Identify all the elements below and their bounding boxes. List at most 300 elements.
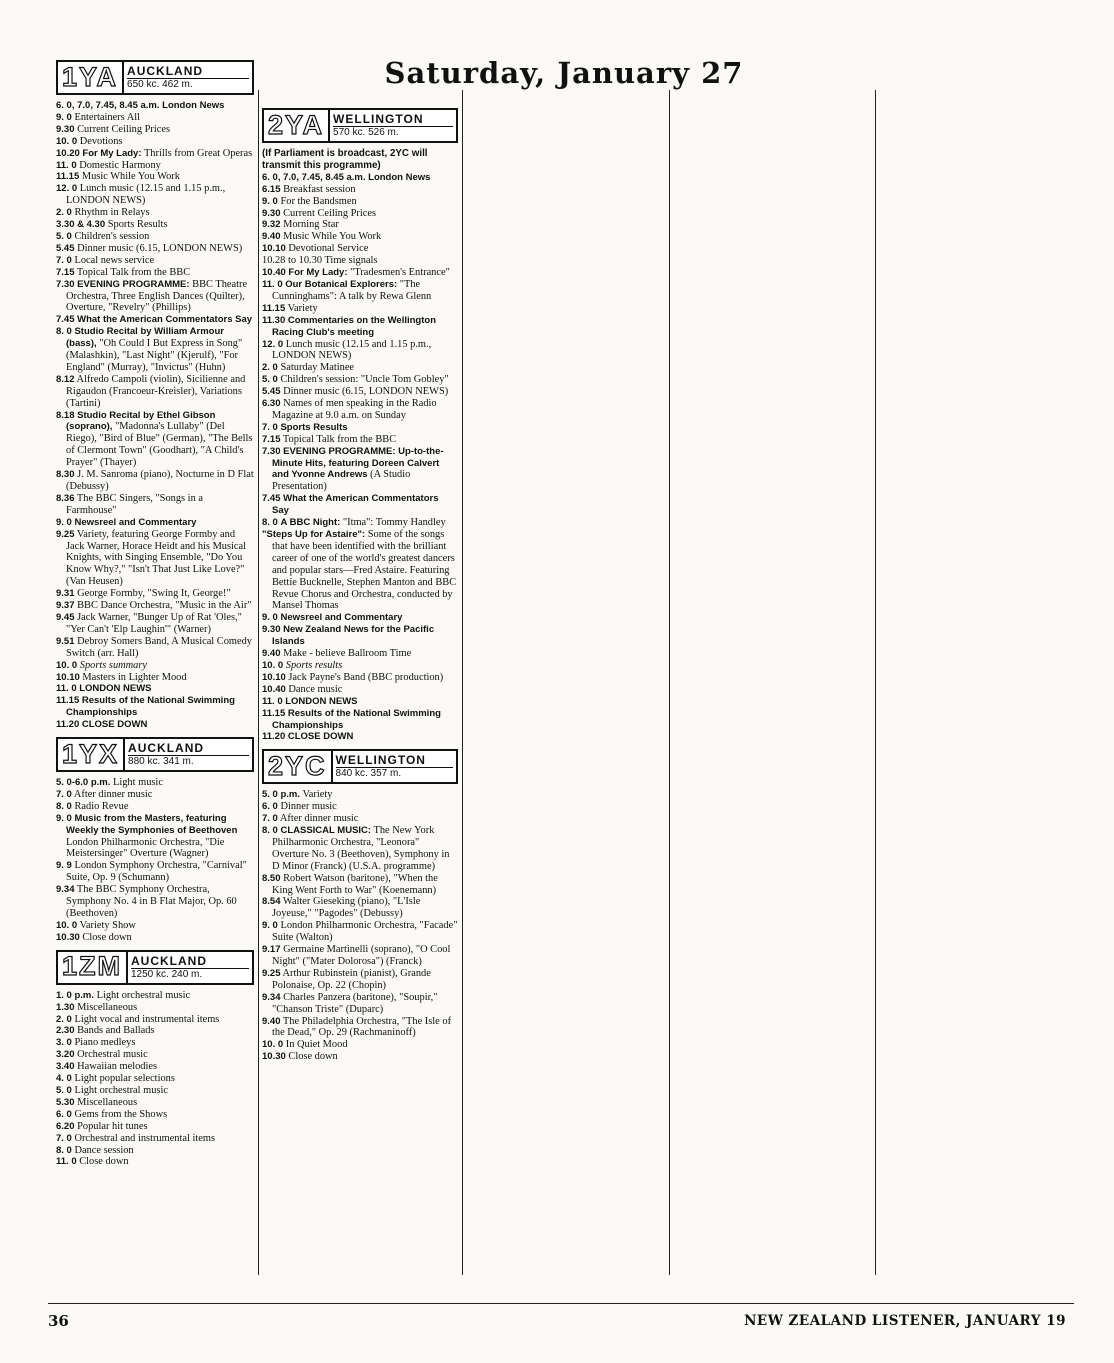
programme-entry — [262, 446, 458, 494]
programme-entry — [56, 517, 254, 529]
entry-text: Domestic Harmony — [79, 159, 161, 171]
station-city: WELLINGTON — [336, 753, 453, 768]
column-rule — [258, 90, 259, 1275]
programme-entry — [56, 612, 254, 636]
programme-entry — [56, 469, 254, 493]
entry-title: CLOSE DOWN — [287, 731, 354, 743]
programme-entry — [262, 920, 458, 944]
entry-time: 10.40 — [262, 683, 286, 695]
programme-entry — [262, 386, 458, 398]
entry-text: Topical Talk from the BBC — [282, 433, 397, 445]
programme-entry — [262, 684, 458, 696]
station-call-sign: 2YC — [264, 751, 333, 782]
entry-text: Dance music — [288, 683, 343, 695]
entry-time: 9.40 — [262, 231, 281, 243]
entry-time: 8.30 — [56, 469, 75, 481]
programme-entry — [262, 801, 458, 813]
page-number: 36 — [48, 1312, 69, 1330]
programme-entry — [56, 326, 254, 374]
entry-time: 9. 0 — [262, 195, 278, 207]
programme-entry — [262, 231, 458, 243]
entry-time: 3. 0 — [56, 1037, 72, 1049]
entry-text: Hawaiian melodies — [77, 1061, 158, 1073]
entry-time: 1. 0 p.m. — [56, 989, 95, 1001]
entry-text: Orchestral music — [77, 1049, 148, 1061]
entry-time: 7.15 — [56, 266, 75, 278]
entry-text: "Madonna's Lullaby" (Del Riego), "Bird of Blue" (German), "The Bells of Clermont Town" (Goodhart), "A Child's Prayer" (Thayer) — [66, 421, 253, 469]
entry-text: BBC Theatre Orchestra, Three English Dances (Quilter), Overture, "Revelry" (Phillips) — [66, 278, 248, 314]
entry-text: Bands and Ballads — [77, 1025, 155, 1037]
station-logo — [262, 749, 458, 784]
entry-title: Our Botanical Explorers: — [285, 278, 398, 290]
entry-time: 5. 0-6.0 p.m. — [56, 777, 111, 789]
entry-text: After dinner music — [279, 813, 359, 825]
entry-text: J. M. Sanroma (piano), Nocturne in D Flat (Debussy) — [66, 469, 254, 492]
publication-footer: NEW ZEALAND LISTENER, JANUARY 19 — [744, 1313, 1066, 1329]
programme-entry — [56, 789, 254, 801]
entry-text: Light music — [113, 777, 163, 789]
programme-entry — [56, 801, 254, 813]
entry-time: 9.31 — [56, 588, 75, 600]
entry-time: 7.15 — [262, 433, 281, 445]
programme-entry — [56, 231, 254, 243]
entry-text: Orchestral and instrumental items — [74, 1132, 215, 1144]
entry-time: 10.30 — [262, 1051, 286, 1063]
entry-text: Rhythm in Relays — [74, 207, 150, 219]
entry-time: 11.15 — [56, 695, 80, 707]
entry-title: A BBC Night: — [280, 517, 341, 529]
entry-time: 9.25 — [56, 528, 75, 540]
programme-entry — [262, 672, 458, 684]
station-call-sign: 1YA — [58, 62, 124, 93]
station-city: AUCKLAND — [127, 64, 249, 79]
entry-text: Variety, featuring George Formby and Jack Warner, Horace Heidt and his Musical Knights, with Singing Ensemble, "Do You Know Why?," "Isn't That Just Like Love?" (Van Heusen) — [66, 528, 247, 588]
programme-entry — [56, 1073, 254, 1085]
entry-time: 10. 0 — [262, 659, 284, 671]
station-logo-info — [124, 62, 252, 93]
programme-entry — [262, 374, 458, 386]
entry-time: 9. 0 — [56, 812, 72, 824]
entry-text: Current Ceiling Prices — [283, 207, 377, 219]
station-frequency: 880 kc. 341 m. — [128, 756, 194, 768]
entry-time: 7. 0 — [262, 421, 278, 433]
entry-time: 8.12 — [56, 373, 75, 385]
entry-text: Arthur Rubinstein (pianist), Grande Polonaise, Op. 22 (Chopin) — [272, 967, 431, 991]
entry-text-italic: Sports summary — [79, 659, 148, 671]
programme-entry — [56, 672, 254, 684]
entry-text: Dinner music — [280, 801, 337, 813]
entry-title: LONDON NEWS — [285, 695, 358, 707]
programme-entry — [262, 517, 458, 529]
programme-entry — [262, 612, 458, 624]
entry-time: 11. 0 — [56, 1156, 77, 1168]
programme-entry — [56, 813, 254, 861]
entry-title: For My Lady: — [288, 267, 348, 279]
programme-entry — [56, 777, 254, 789]
entry-time: 7.45 — [56, 314, 75, 326]
entry-time: 8.50 — [262, 872, 281, 884]
programme-entry — [56, 160, 254, 172]
programme-entry — [262, 1051, 458, 1063]
entry-text: Dinner music (6.15, LONDON NEWS) — [77, 242, 243, 254]
programme-entry — [262, 172, 458, 184]
programme-entry — [262, 196, 458, 208]
programme-entry — [56, 932, 254, 944]
entry-text: Jack Payne's Band (BBC production) — [288, 671, 444, 683]
station-logo-info — [330, 110, 456, 141]
entry-title: Music from the Masters, featuring Weekly the Symphonies of Beethoven — [66, 812, 238, 836]
programme-entry — [56, 990, 254, 1002]
station-city: AUCKLAND — [128, 741, 249, 756]
entry-text: Breakfast session — [283, 183, 356, 195]
entry-text: The BBC Symphony Orchestra, Symphony No. 4 in B Flat Major, Op. 60 (Beethoven) — [66, 884, 237, 919]
entry-text: Dinner music (6.15, LONDON NEWS) — [283, 386, 449, 398]
entry-time: 11.15 — [262, 302, 286, 314]
entry-time: 9.45 — [56, 611, 75, 623]
programme-entry — [262, 1016, 458, 1040]
entry-time: 9.34 — [56, 884, 75, 896]
column-rule — [462, 90, 463, 1275]
entry-time: 8. 0 — [56, 326, 72, 338]
entry-text: Lunch music (12.15 and 1.15 p.m., LONDON NEWS) — [272, 338, 432, 362]
programme-entry — [56, 1014, 254, 1026]
column-1 — [56, 58, 254, 1174]
programme-entry — [56, 529, 254, 589]
station-call-sign: 1YX — [58, 739, 125, 770]
programme-entry — [56, 207, 254, 219]
entry-time: 10.40 — [262, 267, 286, 279]
entry-time: 8. 0 — [56, 1144, 72, 1156]
entry-title: What the American Commentators Say — [77, 314, 253, 326]
programme-entry — [262, 303, 458, 315]
entry-time: 7. 0 — [262, 813, 278, 825]
station-logo-info — [333, 751, 456, 782]
programme-entry — [56, 255, 254, 267]
entry-text: Current Ceiling Prices — [77, 123, 171, 135]
entry-text: "Itma": Tommy Handley — [342, 517, 446, 529]
entry-time: 8. 0 — [56, 800, 72, 812]
entry-time: 10. 0 — [262, 1039, 284, 1051]
entry-text: Close down — [288, 1051, 338, 1063]
entry-text: "Tradesmen's Entrance" — [350, 267, 450, 279]
entry-time: 9.37 — [56, 600, 75, 612]
entry-text: Piano medleys — [74, 1037, 136, 1049]
entry-time: 9.25 — [262, 967, 281, 979]
entry-time: 6. 0 — [56, 1108, 72, 1120]
entry-text: Dance session — [74, 1144, 134, 1156]
station-logo — [56, 60, 254, 95]
entry-time: 10.10 — [262, 671, 286, 683]
programme-entry — [262, 184, 458, 196]
entry-text: Children's session — [74, 230, 150, 242]
entry-text: Variety — [302, 789, 333, 801]
station-note: (If Parliament is broadcast, 2YC will transmit this programme) — [262, 148, 428, 171]
station-1ya — [56, 60, 254, 731]
station-logo-info — [125, 739, 252, 770]
programme-entry — [262, 825, 458, 873]
entry-title: For My Lady: — [82, 147, 142, 159]
station-call-sign: 2YA — [264, 110, 330, 141]
entry-time: 9.34 — [262, 991, 281, 1003]
entry-time: 9.40 — [262, 1015, 281, 1027]
entry-text: Variety — [287, 302, 318, 314]
programme-entry — [56, 1061, 254, 1073]
entry-text: Alfredo Campoli (violin), Sicilienne and Rigaudon (Francoeur-Kreisler), Variations (Tartini) — [66, 373, 246, 409]
entry-time: 9. 0 — [262, 920, 278, 932]
footer-rule — [48, 1303, 1074, 1304]
programme-entry — [262, 648, 458, 660]
station-logo — [262, 108, 458, 143]
programme-entry — [262, 529, 458, 612]
programme-entry — [262, 731, 458, 743]
entry-text: "Oh Could I But Express in Song" (Malashkin), "Last Night" (Kjerulf), "For England" (Murray), "Invictus" (Huhn) — [66, 338, 243, 373]
entry-time: 11.20 — [56, 719, 80, 731]
programme-entry — [262, 362, 458, 374]
station-city: AUCKLAND — [131, 954, 249, 969]
entry-time: 1.30 — [56, 1001, 75, 1013]
entry-title: London News — [368, 171, 431, 183]
entry-time: 9.32 — [262, 219, 281, 231]
entry-time: 6. 0, 7.0, 7.45, 8.45 a.m. — [56, 100, 160, 111]
programme-entry — [56, 1037, 254, 1049]
entry-text: Variety Show — [79, 919, 136, 931]
entry-text: The Philadelphia Orchestra, "The Isle of the Dead," Op. 29 (Rachmaninoff) — [272, 1015, 452, 1039]
entry-time: 9. 0 — [56, 111, 72, 123]
programme-entry — [262, 422, 458, 434]
programme-entry — [56, 112, 254, 124]
entry-text: Light popular selections — [74, 1073, 175, 1085]
column-2 — [262, 104, 458, 1069]
entry-time: 9.40 — [262, 648, 281, 660]
entry-text: Devotional Service — [288, 243, 369, 255]
entry-text: Topical Talk from the BBC — [76, 266, 191, 278]
entry-time: 4. 0 — [56, 1073, 72, 1085]
entry-time: 8. 0 — [262, 825, 278, 837]
entry-text: Names of men speaking in the Radio Magazine at 9.0 a.m. on Sunday — [272, 398, 437, 421]
column-rule — [669, 90, 670, 1275]
programme-entry — [56, 267, 254, 279]
station-1zm — [56, 950, 254, 1169]
programme-entry — [262, 896, 458, 920]
entry-text: Entertainers All — [74, 111, 140, 123]
entry-time: 10.10 — [262, 243, 286, 255]
entry-text: Music While You Work — [81, 171, 180, 183]
entry-title: EVENING PROGRAMME: — [77, 278, 190, 290]
entry-text: After dinner music — [73, 788, 153, 800]
entry-text: Robert Watson (baritone), "When the King Went Forth to War" (Koenemann) — [272, 872, 438, 896]
programme-entry — [262, 660, 458, 672]
entry-time: 11.15 — [56, 171, 80, 183]
entry-time: 10. 0 — [56, 135, 78, 147]
entry-title: CLOSE DOWN — [81, 719, 148, 731]
entry-time: 5.30 — [56, 1096, 75, 1108]
entry-time: 10.20 — [56, 147, 80, 159]
programme-entry — [56, 860, 254, 884]
entry-time: 6. 0 — [262, 801, 278, 813]
entry-title: Studio Recital by William Armour (bass), — [66, 326, 224, 350]
entry-time: 7.45 — [262, 493, 281, 505]
programme-entry — [262, 968, 458, 992]
programme-entry — [56, 683, 254, 695]
column-rule — [875, 90, 876, 1275]
programme-entry — [56, 588, 254, 600]
programme-entry — [56, 374, 254, 410]
programme-entry — [262, 279, 458, 303]
entry-title: EVENING PROGRAMME: Up-to-the-Minute Hits, featuring Doreen Calvert and Yvonne Andrews — [272, 445, 444, 481]
programme-entry — [56, 1133, 254, 1145]
programme-entry — [262, 255, 458, 267]
entry-time: 9. 9 — [56, 860, 72, 872]
programme-entry — [56, 1156, 254, 1168]
entry-time: 11. 0 — [262, 278, 283, 290]
entry-text: Jack Warner, "Bunger Up of Rat 'Oles," "Yer Can't 'Elp Laughin'" (Warner) — [66, 611, 242, 635]
entry-title: "Steps Up for Astaire": — [262, 529, 366, 540]
programme-entry — [56, 279, 254, 315]
entry-time: 11.15 — [262, 707, 286, 719]
programme-entry — [56, 100, 254, 112]
entry-time: 10.10 — [56, 671, 80, 683]
entry-time: 10. 0 — [56, 659, 78, 671]
entry-time: 8.36 — [56, 492, 75, 504]
programme-entry — [262, 992, 458, 1016]
station-frequency: 570 kc. 526 m. — [333, 127, 399, 138]
entry-text: London Philharmonic Orchestra, "Facade" Suite (Walton) — [272, 920, 458, 944]
programme-entry — [262, 624, 458, 648]
entry-text: Debroy Somers Band, A Musical Comedy Switch (arr. Hall) — [66, 635, 253, 659]
entry-time: 9.30 — [56, 123, 75, 135]
programme-entry — [56, 600, 254, 612]
programme-entry — [262, 315, 458, 339]
entry-text: BBC Dance Orchestra, "Music in the Air" — [77, 600, 252, 612]
entry-time: 6.15 — [262, 183, 281, 195]
programme-entry — [56, 171, 254, 183]
programme-entry — [262, 944, 458, 968]
entry-time: 3.20 — [56, 1049, 75, 1061]
programme-entry — [262, 339, 458, 363]
entry-time: 6. 0, 7.0, 7.45, 8.45 a.m. — [262, 171, 366, 183]
programme-entry — [56, 884, 254, 920]
programme-entry — [56, 183, 254, 207]
entry-text: Walter Gieseking (piano), "L'Isle Joyeuse," "Pagodes" (Debussy) — [272, 896, 421, 920]
programme-entry — [56, 1085, 254, 1097]
entry-text: Light orchestral music — [74, 1084, 168, 1096]
programme-entry — [262, 1039, 458, 1051]
entry-time: 8. 0 — [262, 517, 278, 529]
entry-time: 10.30 — [56, 931, 80, 943]
entry-time: 11. 0 — [262, 695, 283, 707]
entry-time: 11.30 — [262, 314, 286, 326]
entry-time: 2. 0 — [262, 362, 278, 374]
entry-time: 6.30 — [262, 398, 281, 410]
programme-entry — [56, 719, 254, 731]
programme-entry — [262, 789, 458, 801]
entry-time: 5. 0 — [262, 374, 278, 386]
station-frequency: 840 kc. 357 m. — [335, 768, 402, 780]
programme-entry — [56, 1097, 254, 1109]
entry-time: 5. 0 — [56, 230, 72, 242]
entry-text: Gems from the Shows — [74, 1108, 168, 1120]
entry-text: Music While You Work — [283, 231, 382, 243]
entry-title: London News — [162, 100, 225, 111]
entry-text: Saturday Matinee — [280, 362, 355, 374]
entry-text: "The Cunninghams": A talk by Rewa Glenn — [272, 278, 432, 302]
entry-text: London Philharmonic Orchestra, "Die Meistersinger" Overture (Wagner) — [66, 836, 225, 860]
entry-text: Children's session: "Uncle Tom Gobley" — [280, 374, 449, 386]
station-2ya — [262, 108, 458, 743]
station-2yc — [262, 749, 458, 1063]
entry-text: Miscellaneous — [77, 1096, 138, 1108]
programme-entry — [56, 1121, 254, 1133]
programme-entry — [56, 1049, 254, 1061]
entry-time: 10. 0 — [56, 919, 78, 931]
entry-title: Results of the National Swimming Championships — [66, 695, 235, 719]
entry-time: 3.40 — [56, 1061, 75, 1073]
entry-text: Germaine Martinelli (soprano), "O Cool Night" ("Mater Dolorosa") (Franck) — [272, 944, 451, 967]
programme-entry — [56, 660, 254, 672]
programme-entry — [262, 696, 458, 708]
programme-entry — [262, 873, 458, 897]
programme-entry — [56, 636, 254, 660]
programme-entry — [56, 493, 254, 517]
station-logo — [56, 950, 254, 985]
entry-time: 5.45 — [56, 242, 75, 254]
programme-entry — [262, 208, 458, 220]
entry-text: Charles Panzera (baritone), "Soupir," "Chanson Triste" (Duparc) — [272, 991, 438, 1015]
programme-entry — [262, 267, 458, 279]
entry-text: Lunch music (12.15 and 1.15 p.m., LONDON NEWS) — [66, 183, 226, 207]
entry-time: 7. 0 — [56, 254, 72, 266]
entry-time: 2. 0 — [56, 207, 72, 219]
programme-entry — [56, 1145, 254, 1157]
entry-text: Light orchestral music — [96, 989, 191, 1001]
entry-text: The BBC Singers, "Songs in a Farmhouse" — [66, 492, 203, 516]
entry-title: Studio Recital by Ethel Gibson (soprano), — [66, 409, 216, 433]
entry-time: 9. 0 — [56, 516, 72, 528]
entry-time: 7. 0 — [56, 1132, 72, 1144]
entry-text: In Quiet Mood — [285, 1039, 348, 1051]
entry-text: The New York Philharmonic Orchestra, "Leonora" Overture No. 3 (Beethoven), Symphony in D Minor (Franck) (U.S.A. programme) — [272, 825, 450, 872]
entry-title: Newsreel and Commentary — [74, 516, 197, 528]
entry-text: Sports Results — [107, 219, 168, 231]
page-title: Saturday, January 27 — [384, 56, 744, 90]
entry-time: 7. 0 — [56, 788, 72, 800]
entry-time: 7.30 — [262, 445, 281, 457]
entry-time: 11.20 — [262, 731, 286, 743]
station-1yx — [56, 737, 254, 944]
entry-title: CLASSICAL MUSIC: — [280, 825, 372, 837]
entry-time: 6.20 — [56, 1120, 75, 1132]
programme-entry — [56, 1002, 254, 1014]
programme-entry — [262, 493, 458, 517]
entry-text: (A Studio Presentation) — [272, 469, 411, 493]
entry-time: 5. 0 p.m. — [262, 789, 301, 801]
programme-entry — [56, 136, 254, 148]
entry-title: Sports Results — [280, 421, 348, 433]
programme-entry — [56, 1025, 254, 1037]
entry-title: LONDON NEWS — [79, 683, 152, 695]
entry-time: 12. 0 — [262, 338, 284, 350]
programme-entry — [56, 410, 254, 470]
programme-entry — [262, 434, 458, 446]
programme-entry — [262, 398, 458, 422]
programme-entry — [56, 243, 254, 255]
entry-text: Light vocal and instrumental items — [74, 1013, 220, 1025]
programme-entry — [262, 708, 458, 732]
entry-time: 2.30 — [56, 1025, 75, 1037]
programme-entry — [56, 314, 254, 326]
programme-entry — [56, 219, 254, 231]
entry-text: Popular hit tunes — [77, 1120, 148, 1132]
